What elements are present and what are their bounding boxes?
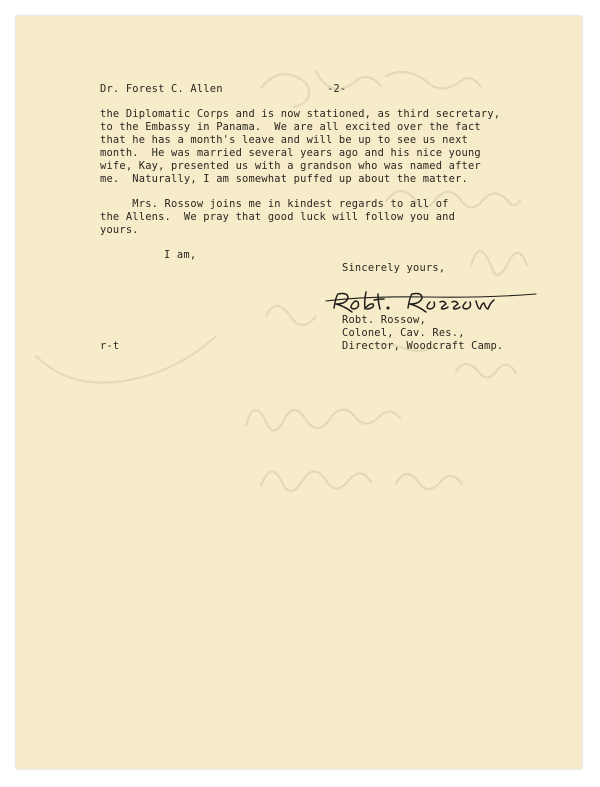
body-line: the Diplomatic Corps and is now stationed, as third secretary, [100,108,501,120]
sender-role: Director, Woodcraft Camp. [342,340,504,352]
i-am-line: I am, [164,249,197,261]
closing-line: the Allens. We pray that good luck will follow you and [100,211,456,223]
letter-page [16,16,582,769]
closing-line: yours. [100,224,139,236]
typist-initials: r-t [100,340,120,352]
sender-name: Robt. Rossow, [342,314,426,326]
body-line: me. Naturally, I am somewhat puffed up about the matter. [100,173,468,185]
sender-title: Colonel, Cav. Res., [342,327,465,339]
body-line: to the Embassy in Panama. We are all excited over the fact [100,121,481,133]
body-line: month. He was married several years ago and his nice young [100,147,481,159]
closing-line: Mrs. Rossow joins me in kindest regards to all of [100,198,449,210]
header-addressee: Dr. Forest C. Allen [100,83,223,95]
body-line: that he has a month's leave and will be up to see us next [100,134,468,146]
page-number: -2- [327,83,347,95]
handwritten-signature [320,284,542,318]
body-line: wife, Kay, presented us with a grandson who was named after [100,160,481,172]
sign-off: Sincerely yours, [342,262,446,274]
